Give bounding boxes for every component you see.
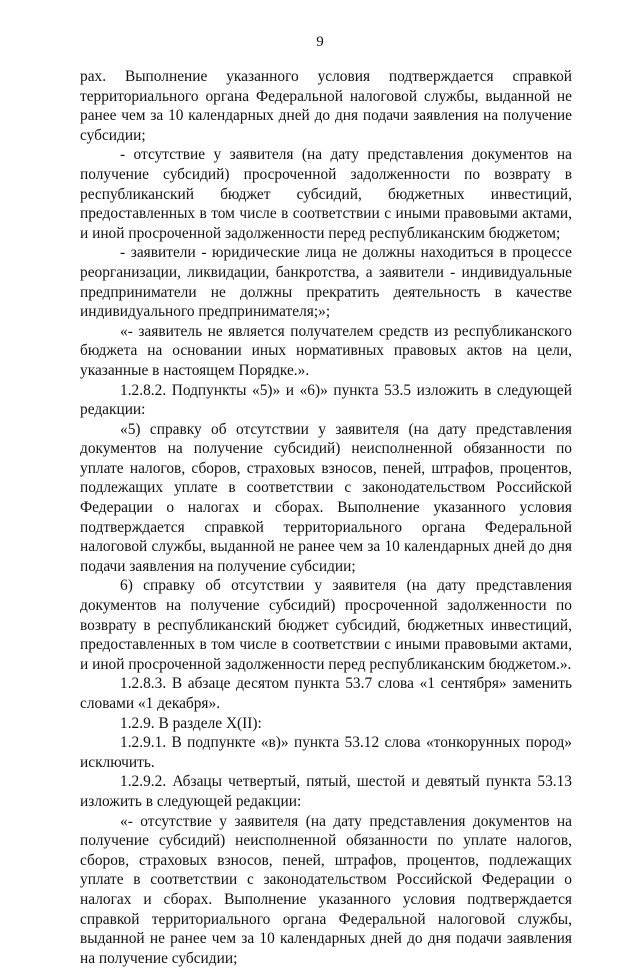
paragraph: - отсутствие у заявителя (на дату представления документов на получение субсидий) просроченной задолженности по возврату в республиканский бюджет субсидий, бюджетных инвестиций, предоставленных в том числе в соответствии с иными правовыми актами, и иной просроченной задолженности перед республиканским бюджетом; xyxy=(80,146,572,242)
paragraph: 1.2.9.2. Абзацы четвертый, пятый, шестой и девятый пункта 53.13 изложить в следующей редакции: xyxy=(80,773,572,810)
paragraph: 1.2.9.1. В подпункте «в)» пункта 53.12 слова «тонкорунных пород» исключить. xyxy=(80,734,572,771)
paragraph: - заявители - юридические лица не должны находиться в процессе реорганизации, ликвидации, банкротства, а заявители - индивидуальные предприниматели не должны прекратить деятельность в качестве индивидуального предпринимателя;»; xyxy=(80,244,572,321)
page-number: 9 xyxy=(316,34,324,50)
paragraph: «- отсутствие у заявителя (на дату представления документов на получение субсидий) неисполненной обязанности по уплате налогов, сборов, страховых взносов, пеней, штрафов, процентов, подлежащих уплате в соответствии с законодательством Российской Федерации о налогах и сборах. Выполнение указанного условия подтверждается справкой территориального органа Федеральной налоговой службы, выданной не ранее чем за 10 календарных дней до дня подачи заявления на получение субсидии; xyxy=(80,812,572,967)
paragraph: 6) справку об отсутствии у заявителя (на дату представления документов на получение субсидий) просроченной задолженности по возврату в республиканский бюджет субсидий, бюджетных инвестиций, предоставленных в том числе в соответствии с иными правовыми актами, и иной просроченной задолженности перед республиканским бюджетом.». xyxy=(80,577,572,673)
paragraph: 1.2.8.3. В абзаце десятом пункта 53.7 слова «1 сентября» заменить словами «1 декабря». xyxy=(80,675,572,712)
paragraph: 1.2.8.2. Подпункты «5)» и «6)» пункта 53.5 изложить в следующей редакции: xyxy=(80,381,572,419)
paragraph: «5) справку об отсутствии у заявителя (на дату представления документов на получение субсидий) неисполненной обязанности по уплате налогов, сборов, страховых взносов, пеней, штрафов, процентов, подлежащих уплате в соответствии с законодательством Российской Федерации о налогах и сборах. Выполнение указанного условия подтверждается справкой территориального органа Федеральной налоговой службы, выданной не ранее чем за 10 календарных дней до дня подачи заявления на получение субсидии; xyxy=(80,420,572,575)
document-body xyxy=(80,67,572,968)
paragraph: рах. Выполнение указанного условия подтверждается справкой территориального органа Федеральной налоговой службы, выданной не ранее чем за 10 календарных дней до дня подачи заявления на получение субсидии; xyxy=(80,68,572,144)
paragraph: 1.2.9. В разделе X(II): xyxy=(120,714,262,732)
paragraph: «- заявитель не является получателем средств из республиканского бюджета на основании иных нормативных правовых актов на цели, указанные в настоящем Порядке.». xyxy=(80,322,572,379)
